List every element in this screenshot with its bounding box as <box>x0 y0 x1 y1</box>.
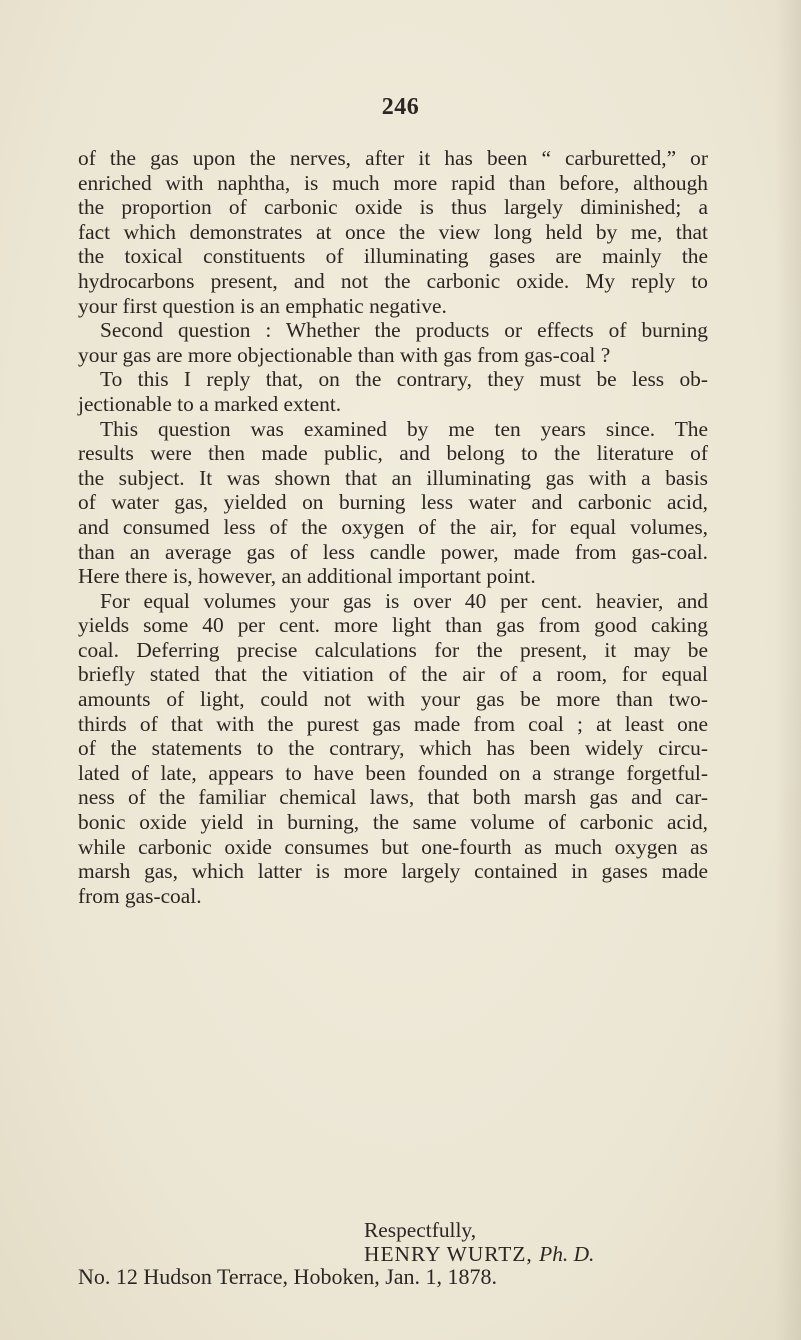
text-line: enriched with naphtha, is much more rapid than before, although <box>78 170 708 195</box>
letter-closing: Respectfully, <box>364 1218 477 1242</box>
text-line: the proportion of carbonic oxide is thus largely diminished; a <box>78 195 708 220</box>
text-line: your gas are more objectionable than with gas from gas-coal ? <box>78 342 611 367</box>
sender-address: No. 12 Hudson Terrace, Hoboken, Jan. 1, 1878. <box>78 1264 498 1289</box>
signature-degree: Ph. D. <box>539 1242 595 1266</box>
text-line: lated of late, appears to have been founded on a strange forgetful- <box>78 760 708 785</box>
page-edge-shadow <box>775 0 801 1340</box>
signature-name: HENRY WURTZ, <box>364 1242 533 1266</box>
page-number: 246 <box>381 94 420 120</box>
text-line: marsh gas, which latter is more largely contained in gases made <box>78 859 708 884</box>
text-line: from gas-coal. <box>78 883 202 908</box>
text-line: Second question : Whether the products or effects of burning <box>100 318 708 343</box>
text-line: amounts of light, could not with your gas be more than two- <box>78 687 708 712</box>
text-line: fact which demonstrates at once the view long held by me, that <box>78 219 708 244</box>
text-line: thirds of that with the purest gas made from coal ; at least one <box>78 711 708 736</box>
text-line: For equal volumes your gas is over 40 per cent. heavier, and <box>100 588 708 613</box>
text-line: the toxical constituents of illuminating gases are mainly the <box>78 244 708 269</box>
text-line: bonic oxide yield in burning, the same volume of carbonic acid, <box>78 810 708 835</box>
text-line: of water gas, yielded on burning less water and carbonic acid, <box>78 490 708 515</box>
text-line: while carbonic oxide consumes but one-fourth as much oxygen as <box>78 834 708 859</box>
text-line: hydrocarbons present, and not the carbonic oxide. My reply to <box>78 268 708 293</box>
text-line: coal. Deferring precise calculations for the present, it may be <box>78 637 708 662</box>
text-line: yields some 40 per cent. more light than gas from good caking <box>78 613 708 638</box>
text-line: jectionable to a marked extent. <box>78 391 342 416</box>
text-line: than an average gas of less candle power, made from gas-coal. <box>78 539 708 564</box>
text-line: Here there is, however, an additional important point. <box>78 564 536 589</box>
text-line: briefly stated that the vitiation of the air of a room, for equal <box>78 662 708 687</box>
text-line: of the gas upon the nerves, after it has been “ carburetted,” or <box>78 146 708 170</box>
text-line: of the statements to the contrary, which has been widely circu- <box>78 736 708 761</box>
letter-body <box>78 146 708 908</box>
text-line: results were then made public, and belong to the literature of <box>78 441 708 466</box>
text-line: This question was examined by me ten years since. The <box>100 416 708 441</box>
text-line: your first question is an emphatic negative. <box>78 293 447 318</box>
text-line: the subject. It was shown that an illuminating gas with a basis <box>78 465 708 490</box>
signature <box>364 1242 594 1267</box>
text-line: ness of the familiar chemical laws, that both marsh gas and car- <box>78 785 708 810</box>
text-line: and consumed less of the oxygen of the air, for equal volumes, <box>78 514 708 539</box>
text-line: To this I reply that, on the contrary, they must be less ob- <box>100 367 708 392</box>
